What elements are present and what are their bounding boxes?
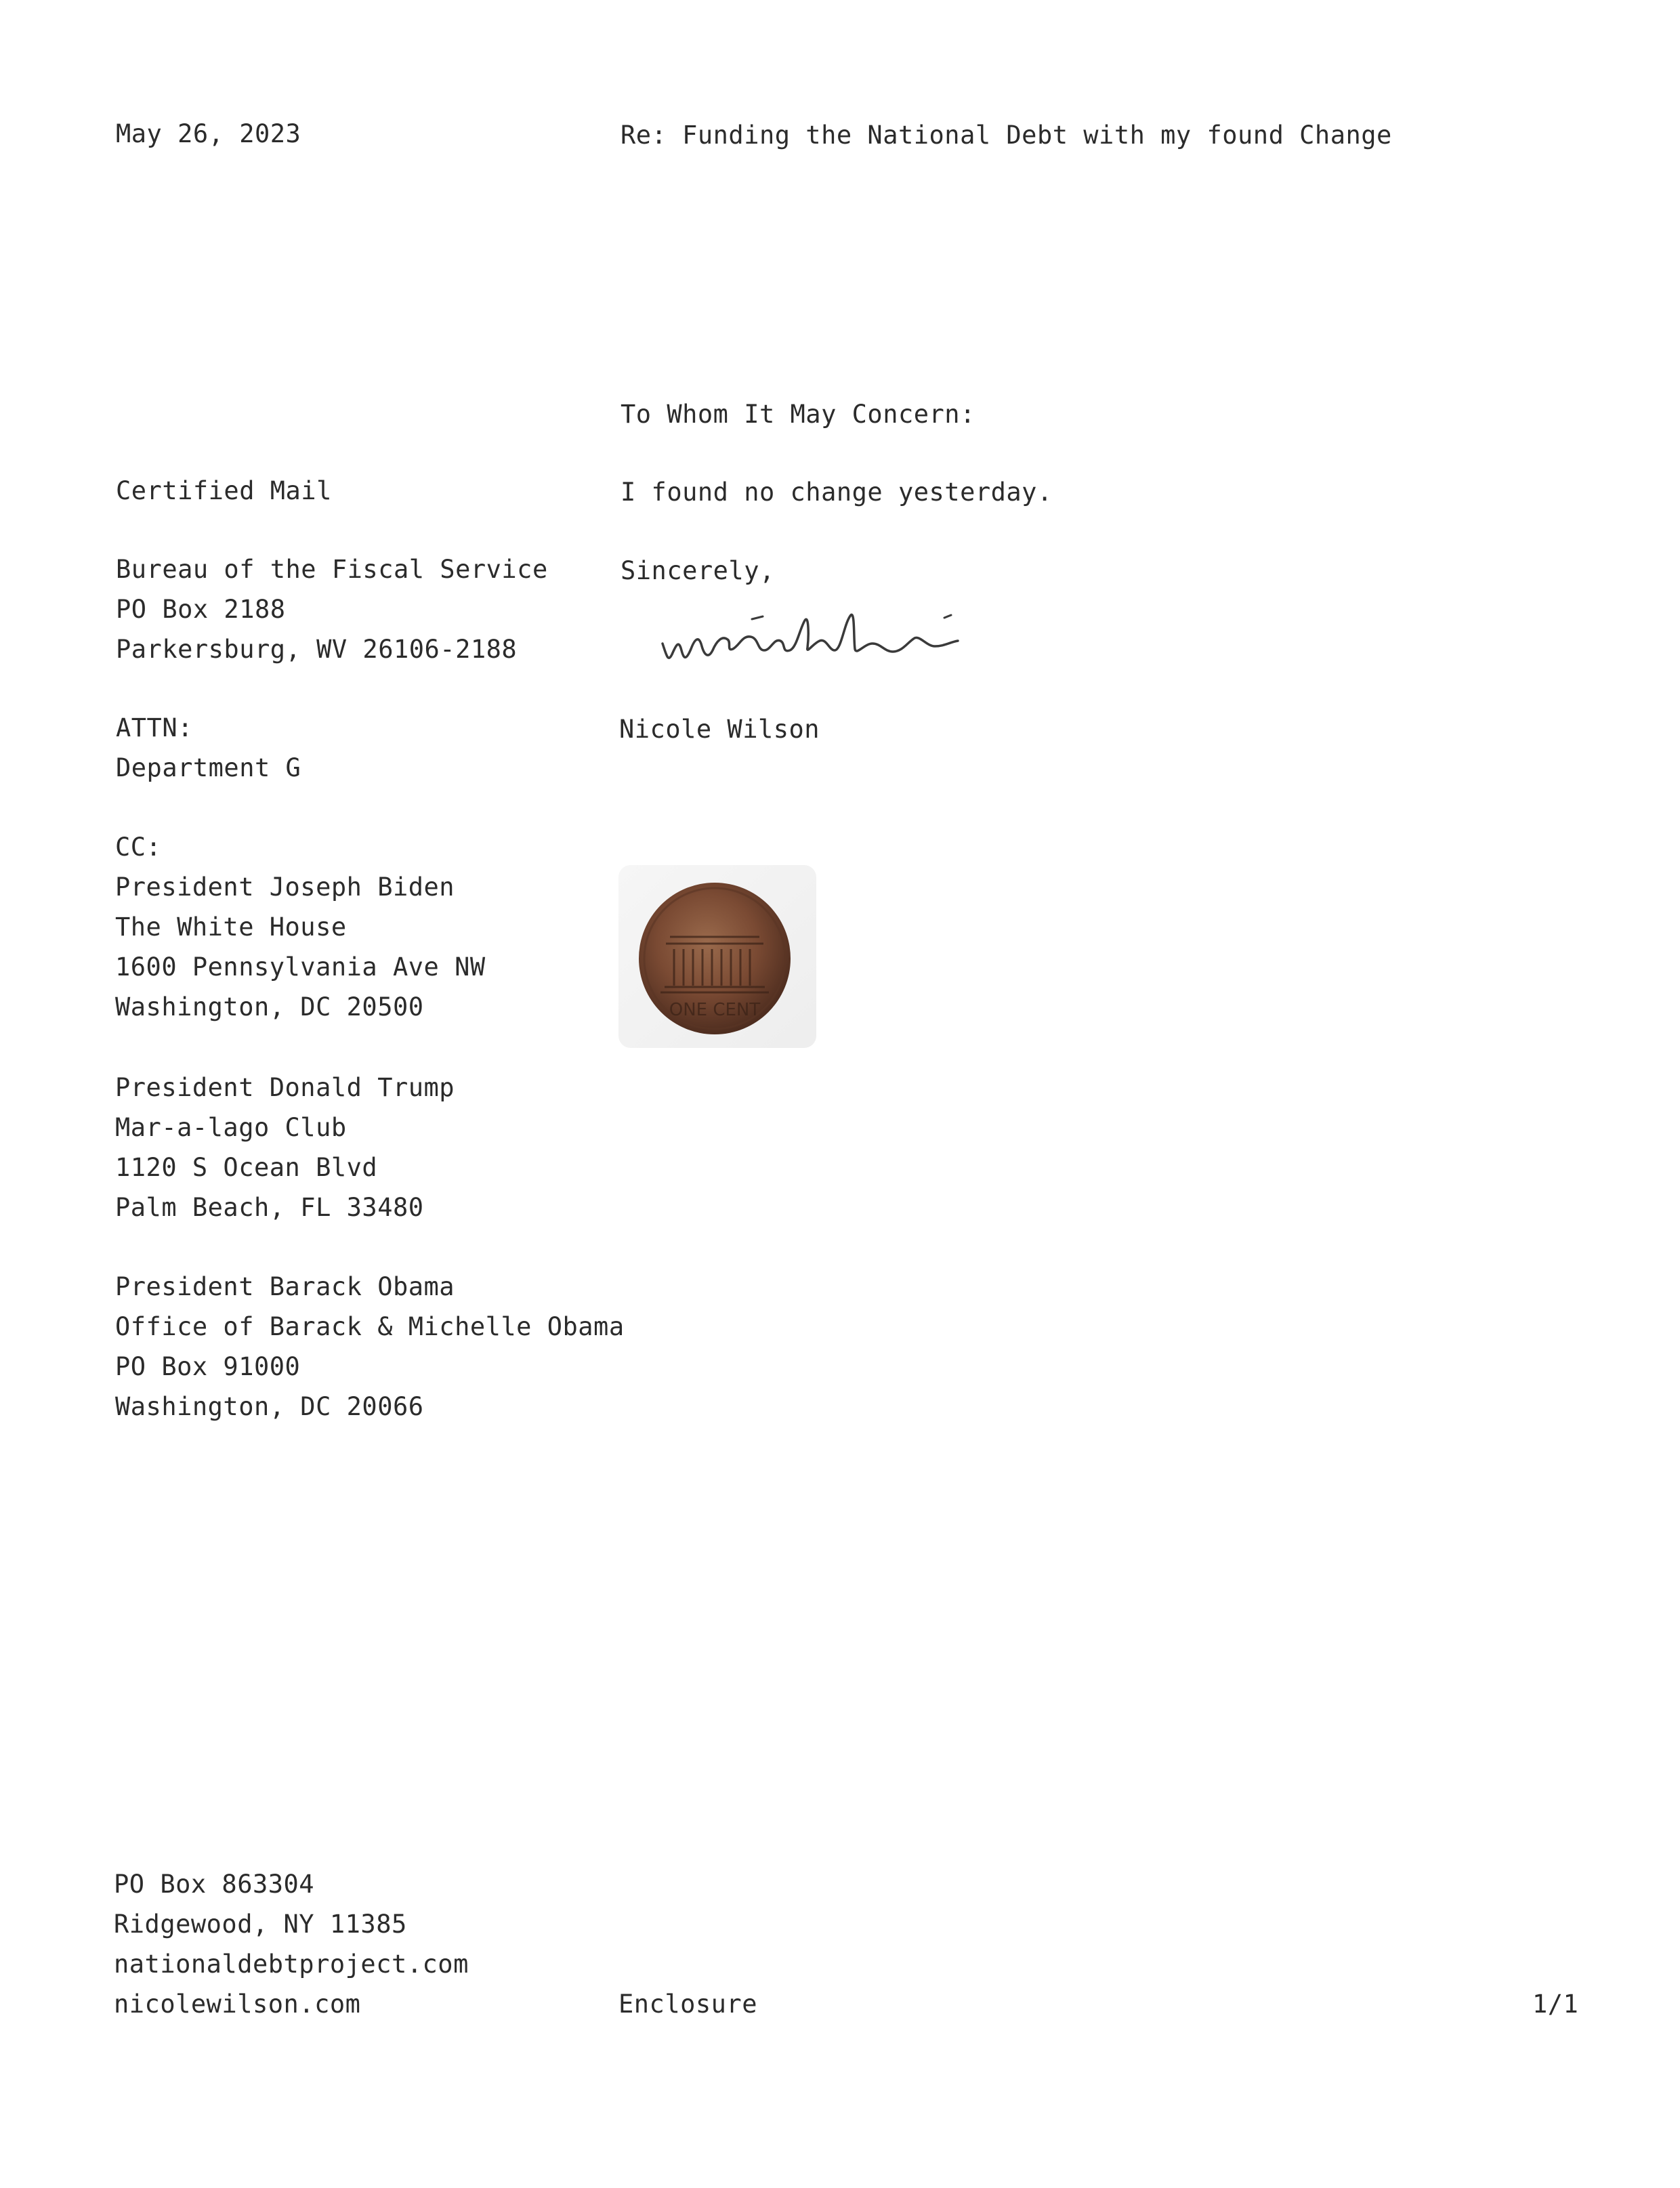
- address-line: Parkersburg, WV 26106-2188: [116, 635, 518, 664]
- letter-body: I found no change yesterday.: [621, 478, 1053, 507]
- cc-recipient-trump: [115, 1068, 455, 1227]
- cc-line: Mar-a-lago Club: [115, 1113, 347, 1142]
- cc-line: President Barack Obama: [115, 1272, 455, 1301]
- enclosure-label: Enclosure: [618, 1990, 757, 2019]
- cc-line: Washington, DC 20066: [115, 1392, 424, 1421]
- cc-line: 1600 Pennsylvania Ave NW: [115, 952, 486, 982]
- salutation: To Whom It May Concern:: [621, 400, 975, 429]
- recipient-address: [116, 549, 548, 669]
- handwritten-signature: [657, 596, 982, 684]
- cc-line: Office of Barack & Michelle Obama: [115, 1312, 625, 1341]
- delivery-method: Certified Mail: [116, 476, 332, 505]
- address-line: Bureau of the Fiscal Service: [116, 555, 548, 584]
- attention-label: ATTN:: [116, 713, 193, 742]
- cc-block: [115, 827, 486, 1027]
- letter-date: May 26, 2023: [116, 119, 301, 148]
- cc-line: President Joseph Biden: [115, 872, 455, 902]
- sender-line: PO Box 863304: [114, 1870, 315, 1899]
- coin-inscription: ONE CENT: [669, 1000, 761, 1020]
- subject-line: Re: Funding the National Debt with my found Change: [621, 121, 1392, 150]
- cc-recipient-obama: [115, 1267, 625, 1427]
- cc-label: CC:: [115, 833, 162, 862]
- cc-line: Washington, DC 20500: [115, 992, 424, 1022]
- attention-department: Department G: [116, 753, 301, 782]
- cc-line: PO Box 91000: [115, 1352, 301, 1381]
- enclosed-penny-image: [613, 857, 823, 1057]
- cc-line: 1120 S Ocean Blvd: [115, 1153, 378, 1182]
- cc-line: Palm Beach, FL 33480: [115, 1193, 424, 1222]
- signer-name: Nicole Wilson: [619, 715, 820, 744]
- sender-website[interactable]: nationaldebtproject.com: [114, 1950, 469, 1979]
- closing: Sincerely,: [621, 556, 775, 585]
- sender-website[interactable]: nicolewilson.com: [114, 1990, 361, 2019]
- sender-address: [114, 1864, 469, 2024]
- attention-block: [116, 708, 301, 788]
- page-number: 1/1: [1532, 1990, 1579, 2019]
- cc-line: President Donald Trump: [115, 1073, 455, 1102]
- address-line: PO Box 2188: [116, 595, 286, 624]
- sender-line: Ridgewood, NY 11385: [114, 1910, 407, 1939]
- cc-line: The White House: [115, 912, 347, 942]
